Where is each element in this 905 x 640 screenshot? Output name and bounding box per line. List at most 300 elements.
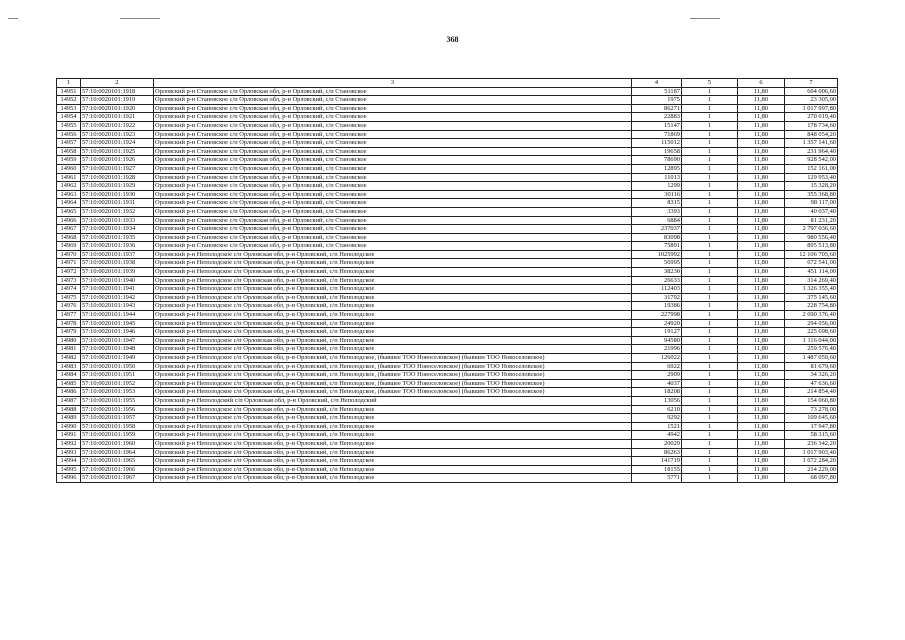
- value: 109 645,60: [785, 414, 838, 423]
- scan-artifact: [120, 18, 160, 19]
- row-number: 14974: [57, 285, 81, 294]
- value: 1 357 141,60: [785, 139, 838, 148]
- rate: 11,80: [738, 225, 785, 234]
- value: 236 342,20: [785, 439, 838, 448]
- rate: 11,80: [738, 233, 785, 242]
- area: 9292: [632, 414, 682, 423]
- row-number: 14970: [57, 250, 81, 259]
- row-number: 14977: [57, 311, 81, 320]
- value: 259 576,40: [785, 345, 838, 354]
- table-row: [57, 207, 838, 216]
- area: 2909: [632, 371, 682, 380]
- address: Орловский р-н Становское с/п Орловская обл, р-н Орловский, с/п Становское: [154, 225, 632, 234]
- area: 1299: [632, 182, 682, 191]
- table-row: [57, 285, 838, 294]
- value: 154 060,80: [785, 396, 838, 405]
- value: 895 513,80: [785, 242, 838, 251]
- table-row: [57, 302, 838, 311]
- column-header: 1: [57, 79, 81, 88]
- table-row: [57, 276, 838, 285]
- rate: 11,80: [738, 96, 785, 105]
- cadastral-number: 57:10:0020101:1951: [81, 371, 154, 380]
- value: 451 114,00: [785, 268, 838, 277]
- row-number: 14995: [57, 465, 81, 474]
- value: 68 097,80: [785, 474, 838, 483]
- table-row: [57, 293, 838, 302]
- table-row: [57, 457, 838, 466]
- cadastral-number: 57:10:0020101:1965: [81, 457, 154, 466]
- address: Орловский р-н Неполодское с/п Орловская обл, р-н Орловский, с/п Неполодское: [154, 474, 632, 483]
- area: 19386: [632, 302, 682, 311]
- cadastral-number: 57:10:0020101:1944: [81, 311, 154, 320]
- address: Орловский р-н Неполодское с/п Орловская обл, р-н Орловский, с/п Неполодское: [154, 405, 632, 414]
- count: 1: [682, 457, 738, 466]
- value: 604 006,60: [785, 87, 838, 96]
- area: 19127: [632, 328, 682, 337]
- value: 1 017 903,40: [785, 448, 838, 457]
- table-row: [57, 250, 838, 259]
- row-number: 14987: [57, 396, 81, 405]
- area: 31792: [632, 293, 682, 302]
- cadastral-number: 57:10:0020101:1931: [81, 199, 154, 208]
- cadastral-number: 57:10:0020101:1936: [81, 242, 154, 251]
- rate: 11,80: [738, 139, 785, 148]
- rate: 11,80: [738, 156, 785, 165]
- value: 73 278,00: [785, 405, 838, 414]
- area: 86271: [632, 104, 682, 113]
- count: 1: [682, 104, 738, 113]
- area: 13056: [632, 396, 682, 405]
- area: 141719: [632, 457, 682, 466]
- value: 152 161,00: [785, 164, 838, 173]
- area: 112403: [632, 285, 682, 294]
- row-number: 14975: [57, 293, 81, 302]
- count: 1: [682, 207, 738, 216]
- rate: 11,80: [738, 250, 785, 259]
- area: 6922: [632, 362, 682, 371]
- address: Орловский р-н Становское с/п Орловская обл, р-н Орловский, с/п Становское: [154, 182, 632, 191]
- area: 83098: [632, 233, 682, 242]
- row-number: 14990: [57, 422, 81, 431]
- table-row: [57, 268, 838, 277]
- rate: 11,80: [738, 276, 785, 285]
- rate: 11,80: [738, 147, 785, 156]
- land-register-table: [56, 78, 838, 483]
- address: Орловский р-н Неполодское с/п Орловская обл, р-н Орловский, с/п Неполодское: [154, 311, 632, 320]
- address: Орловский р-н Неполодское с/п Орловская обл, р-н Орловский, с/п Неполодское: [154, 293, 632, 302]
- value: 12 106 705,60: [785, 250, 838, 259]
- area: 21996: [632, 345, 682, 354]
- row-number: 14967: [57, 225, 81, 234]
- count: 1: [682, 156, 738, 165]
- count: 1: [682, 233, 738, 242]
- cadastral-number: 57:10:0020101:1957: [81, 414, 154, 423]
- area: 22883: [632, 113, 682, 122]
- count: 1: [682, 182, 738, 191]
- column-header: 2: [81, 79, 154, 88]
- area: 4942: [632, 431, 682, 440]
- address: Орловский р-н Становское с/п Орловская обл, р-н Орловский, с/п Становское: [154, 199, 632, 208]
- cadastral-number: 57:10:0020101:1959: [81, 431, 154, 440]
- count: 1: [682, 276, 738, 285]
- area: 19658: [632, 147, 682, 156]
- table-row: [57, 173, 838, 182]
- cadastral-number: 57:10:0020101:1955: [81, 396, 154, 405]
- count: 1: [682, 225, 738, 234]
- row-number: 14952: [57, 96, 81, 105]
- rate: 11,80: [738, 199, 785, 208]
- row-number: 14972: [57, 268, 81, 277]
- address: Орловский р-н Неполодское с/п Орловская обл, р-н Орловский, с/п Неполодское: [154, 268, 632, 277]
- rate: 11,80: [738, 319, 785, 328]
- value: 98 117,00: [785, 199, 838, 208]
- cadastral-number: 57:10:0020101:1942: [81, 293, 154, 302]
- address: Орловский р-н Неполодское с/п Орловская обл, р-н Орловский, с/п Неполодское, (бывшее ТОО Новоселовское) (бывшее ТОО Новоселовское): [154, 362, 632, 371]
- count: 1: [682, 139, 738, 148]
- scan-artifact: [690, 18, 720, 19]
- rate: 11,80: [738, 457, 785, 466]
- count: 1: [682, 328, 738, 337]
- count: 1: [682, 199, 738, 208]
- count: 1: [682, 113, 738, 122]
- row-number: 14991: [57, 431, 81, 440]
- area: 1975: [632, 96, 682, 105]
- address: Орловский р-н Неполодское с/п Орловская обл, р-н Орловский, с/п Неполодское: [154, 302, 632, 311]
- row-number: 14966: [57, 216, 81, 225]
- row-number: 14957: [57, 139, 81, 148]
- rate: 11,80: [738, 371, 785, 380]
- row-number: 14984: [57, 371, 81, 380]
- row-number: 14980: [57, 336, 81, 345]
- count: 1: [682, 87, 738, 96]
- rate: 11,80: [738, 259, 785, 268]
- area: 126022: [632, 354, 682, 363]
- table-row: [57, 439, 838, 448]
- row-number: 14963: [57, 190, 81, 199]
- area: 8315: [632, 199, 682, 208]
- address: Орловский р-н Неполодское с/п Орловская обл, р-н Орловский, с/п Неполодское, (бывшее ТОО Новоселовское) (бывшее ТОО Новоселовское): [154, 371, 632, 380]
- address: Орловский р-н Становское с/п Орловская обл, р-н Орловский, с/п Становское: [154, 87, 632, 96]
- column-header: 3: [154, 79, 632, 88]
- count: 1: [682, 293, 738, 302]
- count: 1: [682, 285, 738, 294]
- value: 47 636,60: [785, 379, 838, 388]
- value: 1 017 997,80: [785, 104, 838, 113]
- cadastral-number: 57:10:0020101:1945: [81, 319, 154, 328]
- address: Орловский р-н Становское с/п Орловская обл, р-н Орловский, с/п Становское: [154, 207, 632, 216]
- value: 1 326 355,40: [785, 285, 838, 294]
- row-number: 14989: [57, 414, 81, 423]
- table-row: [57, 164, 838, 173]
- rate: 11,80: [738, 190, 785, 199]
- address: Орловский р-н Неполодское с/п Орловская обл, р-н Орловский, с/п Неполодское: [154, 457, 632, 466]
- cadastral-number: 57:10:0020101:1935: [81, 233, 154, 242]
- area: 11013: [632, 173, 682, 182]
- count: 1: [682, 121, 738, 130]
- row-number: 14951: [57, 87, 81, 96]
- value: 17 947,80: [785, 422, 838, 431]
- address: Орловский р-н Неполодское с/п Орловская обл, р-н Орловский, с/п Неполодское: [154, 439, 632, 448]
- table-row: [57, 448, 838, 457]
- count: 1: [682, 96, 738, 105]
- value: 58 315,60: [785, 431, 838, 440]
- area: 1025992: [632, 250, 682, 259]
- cadastral-number: 57:10:0020101:1920: [81, 104, 154, 113]
- table-row: [57, 388, 838, 397]
- count: 1: [682, 371, 738, 380]
- row-number: 14986: [57, 388, 81, 397]
- cadastral-number: 57:10:0020101:1964: [81, 448, 154, 457]
- rate: 11,80: [738, 268, 785, 277]
- cadastral-number: 57:10:0020101:1949: [81, 354, 154, 363]
- row-number: 14960: [57, 164, 81, 173]
- table-row: [57, 225, 838, 234]
- count: 1: [682, 319, 738, 328]
- count: 1: [682, 379, 738, 388]
- cadastral-number: 57:10:0020101:1937: [81, 250, 154, 259]
- value: 178 734,60: [785, 121, 838, 130]
- rate: 11,80: [738, 311, 785, 320]
- table-row: [57, 242, 838, 251]
- rate: 11,80: [738, 293, 785, 302]
- address: Орловский р-н Неполодское с/п Орловская обл, р-н Орловский, с/п Неполодское, (бывшее ТОО Новоселовское) (бывшее ТОО Новоселовское): [154, 354, 632, 363]
- count: 1: [682, 422, 738, 431]
- count: 1: [682, 405, 738, 414]
- value: 314 269,40: [785, 276, 838, 285]
- table-row: [57, 233, 838, 242]
- area: 75891: [632, 242, 682, 251]
- value: 129 953,40: [785, 173, 838, 182]
- address: Орловский р-н Становское с/п Орловская обл, р-н Орловский, с/п Становское: [154, 190, 632, 199]
- table-row: [57, 139, 838, 148]
- address: Орловский р-н Становское с/п Орловская обл, р-н Орловский, с/п Становское: [154, 130, 632, 139]
- cadastral-number: 57:10:0020101:1925: [81, 147, 154, 156]
- value: 231 964,40: [785, 147, 838, 156]
- area: 51187: [632, 87, 682, 96]
- value: 980 556,40: [785, 233, 838, 242]
- cadastral-number: 57:10:0020101:1918: [81, 87, 154, 96]
- value: 375 145,60: [785, 293, 838, 302]
- count: 1: [682, 336, 738, 345]
- row-number: 14955: [57, 121, 81, 130]
- column-header: 6: [738, 79, 785, 88]
- table-row: [57, 345, 838, 354]
- value: 81 679,60: [785, 362, 838, 371]
- table-row: [57, 396, 838, 405]
- row-number: 14956: [57, 130, 81, 139]
- rate: 11,80: [738, 285, 785, 294]
- table-row: [57, 113, 838, 122]
- value: 2 690 376,40: [785, 311, 838, 320]
- value: 225 698,60: [785, 328, 838, 337]
- table-header-row: [57, 79, 838, 88]
- table-row: [57, 182, 838, 191]
- row-number: 14971: [57, 259, 81, 268]
- table-row: [57, 354, 838, 363]
- count: 1: [682, 268, 738, 277]
- rate: 11,80: [738, 173, 785, 182]
- table-row: [57, 328, 838, 337]
- address: Орловский р-н Неполодское с/п Орловская обл, р-н Орловский, с/п Неполодское: [154, 285, 632, 294]
- table-row: [57, 371, 838, 380]
- row-number: 14982: [57, 354, 81, 363]
- cadastral-number: 57:10:0020101:1934: [81, 225, 154, 234]
- row-number: 14976: [57, 302, 81, 311]
- column-header: 4: [632, 79, 682, 88]
- count: 1: [682, 388, 738, 397]
- count: 1: [682, 130, 738, 139]
- rate: 11,80: [738, 242, 785, 251]
- area: 6884: [632, 216, 682, 225]
- cadastral-number: 57:10:0020101:1952: [81, 379, 154, 388]
- area: 5771: [632, 474, 682, 483]
- area: 237037: [632, 225, 682, 234]
- area: 26633: [632, 276, 682, 285]
- cadastral-number: 57:10:0020101:1958: [81, 422, 154, 431]
- table-row: [57, 199, 838, 208]
- address: Орловский р-н Неполодское с/п Орловская обл, р-н Орловский, с/п Неполодское: [154, 319, 632, 328]
- cadastral-number: 57:10:0020101:1960: [81, 439, 154, 448]
- count: 1: [682, 164, 738, 173]
- row-number: 14959: [57, 156, 81, 165]
- row-number: 14993: [57, 448, 81, 457]
- address: Орловский р-н Становское с/п Орловская обл, р-н Орловский, с/п Становское: [154, 96, 632, 105]
- cadastral-number: 57:10:0020101:1946: [81, 328, 154, 337]
- cadastral-number: 57:10:0020101:1941: [81, 285, 154, 294]
- table-row: [57, 147, 838, 156]
- address: Орловский р-н Неполодское с/п Орловская обл, р-н Орловский, с/п Неполодское: [154, 414, 632, 423]
- rate: 11,80: [738, 130, 785, 139]
- cadastral-number: 57:10:0020101:1940: [81, 276, 154, 285]
- rate: 11,80: [738, 474, 785, 483]
- cadastral-number: 57:10:0020101:1929: [81, 182, 154, 191]
- table-row: [57, 311, 838, 320]
- rate: 11,80: [738, 328, 785, 337]
- cadastral-number: 57:10:0020101:1933: [81, 216, 154, 225]
- row-number: 14965: [57, 207, 81, 216]
- address: Орловский р-н Становское с/п Орловская обл, р-н Орловский, с/п Становское: [154, 173, 632, 182]
- rate: 11,80: [738, 414, 785, 423]
- value: 214 229,00: [785, 465, 838, 474]
- value: 40 037,40: [785, 207, 838, 216]
- cadastral-number: 57:10:0020101:1939: [81, 268, 154, 277]
- row-number: 14983: [57, 362, 81, 371]
- table-row: [57, 190, 838, 199]
- table-row: [57, 121, 838, 130]
- column-header: 7: [785, 79, 838, 88]
- address: Орловский р-н Неполодский с/п Орловская обл, р-н Орловский, с/п Неполодский: [154, 396, 632, 405]
- address: Орловский р-н Становское с/п Орловская обл, р-н Орловский, с/п Становское: [154, 139, 632, 148]
- value: 672 541,00: [785, 259, 838, 268]
- rate: 11,80: [738, 336, 785, 345]
- address: Орловский р-н Неполодское с/п Орловская обл, р-н Орловский, с/п Неполодское: [154, 259, 632, 268]
- area: 86263: [632, 448, 682, 457]
- table-row: [57, 431, 838, 440]
- row-number: 14953: [57, 104, 81, 113]
- cadastral-number: 57:10:0020101:1928: [81, 173, 154, 182]
- row-number: 14985: [57, 379, 81, 388]
- area: 227998: [632, 311, 682, 320]
- rate: 11,80: [738, 422, 785, 431]
- rate: 11,80: [738, 302, 785, 311]
- row-number: 14969: [57, 242, 81, 251]
- table-row: [57, 104, 838, 113]
- cadastral-number: 57:10:0020101:1927: [81, 164, 154, 173]
- cadastral-number: 57:10:0020101:1926: [81, 156, 154, 165]
- table-row: [57, 414, 838, 423]
- rate: 11,80: [738, 216, 785, 225]
- value: 848 054,20: [785, 130, 838, 139]
- cadastral-number: 57:10:0020101:1924: [81, 139, 154, 148]
- value: 1 116 044,00: [785, 336, 838, 345]
- rate: 11,80: [738, 345, 785, 354]
- value: 270 019,40: [785, 113, 838, 122]
- address: Орловский р-н Становское с/п Орловская обл, р-н Орловский, с/п Становское: [154, 164, 632, 173]
- count: 1: [682, 216, 738, 225]
- count: 1: [682, 431, 738, 440]
- value: 214 854,40: [785, 388, 838, 397]
- row-number: 14954: [57, 113, 81, 122]
- area: 56995: [632, 259, 682, 268]
- area: 1521: [632, 422, 682, 431]
- cadastral-number: 57:10:0020101:1923: [81, 130, 154, 139]
- row-number: 14978: [57, 319, 81, 328]
- rate: 11,80: [738, 113, 785, 122]
- value: 1 487 059,60: [785, 354, 838, 363]
- value: 23 305,00: [785, 96, 838, 105]
- rate: 11,80: [738, 439, 785, 448]
- address: Орловский р-н Становское с/п Орловская обл, р-н Орловский, с/п Становское: [154, 104, 632, 113]
- rate: 11,80: [738, 379, 785, 388]
- count: 1: [682, 396, 738, 405]
- address: Орловский р-н Неполодское с/п Орловская обл, р-н Орловский, с/п Неполодское: [154, 328, 632, 337]
- address: Орловский р-н Неполодское с/п Орловская обл, р-н Орловский, с/п Неполодское: [154, 345, 632, 354]
- cadastral-number: 57:10:0020101:1930: [81, 190, 154, 199]
- cadastral-number: 57:10:0020101:1953: [81, 388, 154, 397]
- cadastral-number: 57:10:0020101:1948: [81, 345, 154, 354]
- address: Орловский р-н Неполодское с/п Орловская обл, р-н Орловский, с/п Неполодское: [154, 422, 632, 431]
- value: 34 326,20: [785, 371, 838, 380]
- count: 1: [682, 465, 738, 474]
- column-header: 5: [682, 79, 738, 88]
- table-row: [57, 87, 838, 96]
- count: 1: [682, 311, 738, 320]
- row-number: 14988: [57, 405, 81, 414]
- rate: 11,80: [738, 405, 785, 414]
- row-number: 14973: [57, 276, 81, 285]
- address: Орловский р-н Становское с/п Орловская обл, р-н Орловский, с/п Становское: [154, 147, 632, 156]
- address: Орловский р-н Становское с/п Орловская обл, р-н Орловский, с/п Становское: [154, 156, 632, 165]
- cadastral-number: 57:10:0020101:1943: [81, 302, 154, 311]
- area: 12895: [632, 164, 682, 173]
- cadastral-number: 57:10:0020101:1947: [81, 336, 154, 345]
- area: 6210: [632, 405, 682, 414]
- value: 1 672 284,20: [785, 457, 838, 466]
- area: 24920: [632, 319, 682, 328]
- area: 115012: [632, 139, 682, 148]
- page-number: 368: [446, 35, 459, 44]
- scan-artifact: [8, 18, 18, 19]
- cadastral-number: 57:10:0020101:1922: [81, 121, 154, 130]
- count: 1: [682, 414, 738, 423]
- table-row: [57, 405, 838, 414]
- area: 18208: [632, 388, 682, 397]
- value: 928 542,00: [785, 156, 838, 165]
- address: Орловский р-н Неполодское с/п Орловская обл, р-н Орловский, с/п Неполодское, (бывшее ТОО Новоселовское) (бывшее ТОО Новоселовское): [154, 379, 632, 388]
- rate: 11,80: [738, 396, 785, 405]
- value: 294 056,00: [785, 319, 838, 328]
- address: Орловский р-н Становское с/п Орловская обл, р-н Орловский, с/п Становское: [154, 216, 632, 225]
